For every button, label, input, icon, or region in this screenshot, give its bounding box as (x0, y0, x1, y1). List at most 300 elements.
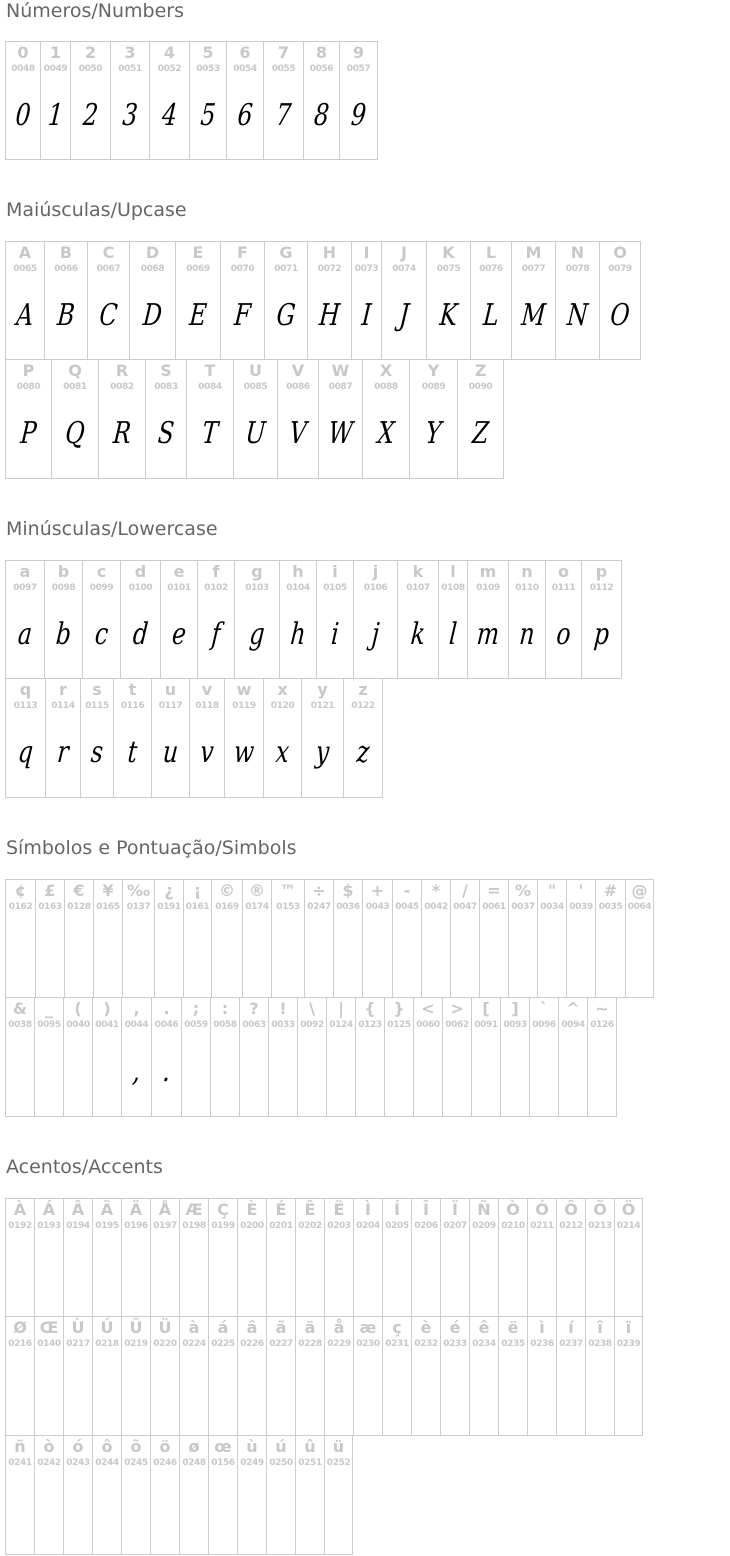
glyph-sample: 5 (199, 98, 217, 133)
char-label: Ú (100, 1318, 114, 1337)
glyph-cell (5, 241, 44, 360)
glyph-cell (413, 998, 442, 1117)
char-code: 0112 (589, 583, 614, 593)
char-label: Q (68, 361, 82, 380)
glyph-cell (179, 1436, 208, 1555)
char-label: K (442, 243, 455, 262)
glyph-sample: B (56, 298, 77, 333)
glyph-sample: j (370, 617, 381, 652)
glyph-sample (384, 1249, 410, 1297)
numbers-grid (5, 41, 378, 160)
glyph-cell (237, 1317, 266, 1436)
glyph-cell (175, 241, 220, 360)
glyph-cell (92, 1198, 121, 1317)
glyph-cell (301, 679, 343, 798)
glyph-sample: 6 (236, 98, 254, 133)
char-label: Ë (333, 1200, 345, 1219)
char-code: 0227 (269, 1339, 293, 1349)
glyph-cell (92, 1317, 121, 1436)
char-code: 0199 (211, 1221, 235, 1231)
char-code: 0128 (67, 902, 91, 912)
glyph-cell (45, 679, 80, 798)
glyph-cell (271, 879, 304, 998)
char-code: 0050 (78, 64, 103, 74)
glyph-sample (364, 930, 391, 978)
glyph-cell (179, 1317, 208, 1436)
glyph-cell (409, 360, 457, 479)
char-code: 0057 (346, 64, 371, 74)
char-label: % (514, 881, 532, 900)
char-label: O (613, 243, 627, 262)
glyph-cell (545, 560, 581, 679)
char-label: Ê (304, 1200, 316, 1219)
glyph-sample: S (156, 416, 176, 451)
char-label: X (379, 361, 393, 380)
glyph-sample (357, 1048, 383, 1096)
glyph-cell (34, 998, 63, 1117)
char-label: ' (578, 881, 584, 900)
char-code: 0214 (616, 1221, 641, 1231)
glyph-cell (186, 360, 233, 479)
char-label: 2 (84, 43, 97, 62)
section-title-accents: Acentos/Accents (6, 1156, 163, 1178)
glyph-sample: L (481, 298, 501, 333)
glyph-cell (440, 1317, 469, 1436)
glyph-sample (529, 1367, 555, 1415)
glyph-cell (5, 1317, 34, 1436)
glyph-cell (183, 879, 211, 998)
char-label: é (449, 1318, 461, 1337)
glyph-cell (438, 560, 467, 679)
char-code: 0225 (211, 1339, 235, 1349)
glyph-sample: h (289, 617, 308, 652)
glyph-sample: , (131, 1054, 142, 1089)
glyph-sample (500, 1367, 526, 1415)
char-code: 0163 (38, 902, 62, 912)
glyph-sample (423, 930, 449, 978)
glyph-row (5, 560, 622, 679)
glyph-sample: y (314, 735, 331, 770)
char-label: r (59, 680, 67, 699)
glyph-sample: i (329, 617, 341, 652)
glyph-cell (63, 1436, 92, 1555)
char-label: 9 (352, 43, 365, 62)
char-code: 0229 (327, 1339, 351, 1349)
glyph-sample (210, 1249, 236, 1297)
char-code: 0079 (608, 264, 632, 274)
glyph-cell (498, 1317, 527, 1436)
char-code: 0039 (569, 902, 593, 912)
char-code: 0196 (124, 1221, 148, 1231)
glyph-cell (113, 679, 151, 798)
glyph-sample: e (170, 617, 188, 652)
glyph-sample (558, 1367, 584, 1415)
char-code: 0066 (54, 264, 78, 274)
glyph-cell (122, 879, 154, 998)
glyph-cell (353, 1317, 382, 1436)
glyph-cell (63, 1317, 92, 1436)
char-label: d (134, 562, 147, 581)
glyph-cell (150, 1198, 179, 1317)
glyph-sample (65, 1486, 91, 1534)
glyph-cell (566, 879, 595, 998)
char-code: 0045 (395, 902, 419, 912)
char-label: î (597, 1318, 603, 1337)
char-code: 0197 (153, 1221, 177, 1231)
char-code: 0211 (530, 1221, 554, 1231)
char-code: 0078 (565, 264, 590, 274)
glyph-sample: Y (424, 416, 443, 451)
section-title-upcase: Maiúsculas/Upcase (6, 199, 187, 221)
glyph-cell (82, 560, 120, 679)
char-label: _ (45, 999, 53, 1018)
char-label: g (251, 562, 263, 581)
section-title-symbols: Símbolos e Pontuação/Simbols (6, 837, 297, 859)
char-label: © (219, 881, 235, 900)
char-label: @ (631, 881, 648, 900)
glyph-cell (381, 241, 426, 360)
char-label: £ (44, 881, 56, 900)
glyph-row (5, 241, 641, 360)
glyph-row (5, 1436, 643, 1555)
glyph-cell (397, 560, 438, 679)
char-label: z (358, 680, 368, 699)
glyph-cell (316, 560, 353, 679)
char-code: 0216 (8, 1339, 32, 1349)
char-label: € (73, 881, 85, 900)
glyph-sample: O (609, 298, 632, 333)
glyph-sample: a (16, 617, 34, 652)
glyph-sample (529, 1249, 555, 1297)
glyph-sample: V (288, 416, 308, 451)
char-code: 0174 (245, 902, 269, 912)
glyph-cell (333, 879, 362, 998)
glyph-cell (266, 1198, 295, 1317)
char-label: s (92, 680, 102, 699)
char-label: / (462, 881, 468, 900)
glyph-cell (382, 1317, 411, 1436)
glyph-sample (471, 1367, 497, 1415)
char-label: x (277, 680, 288, 699)
char-code: 0082 (110, 382, 134, 392)
char-code: 0228 (298, 1339, 322, 1349)
glyph-cell (467, 560, 508, 679)
glyph-sample (415, 1048, 441, 1096)
glyph-cell (469, 1198, 498, 1317)
char-code: 0086 (286, 382, 310, 392)
glyph-cell (508, 560, 545, 679)
char-label: ¢ (14, 881, 27, 900)
char-code: 0113 (13, 701, 38, 711)
glyph-sample (473, 1048, 499, 1096)
char-label: C (102, 243, 115, 262)
char-code: 0089 (421, 382, 446, 392)
glyph-sample (589, 1048, 615, 1096)
char-code: 0084 (198, 382, 222, 392)
glyph-cell (382, 1198, 411, 1317)
char-code: 0093 (503, 1020, 527, 1030)
char-code: 0043 (365, 902, 390, 912)
char-label: Ó (535, 1200, 549, 1219)
char-label: Õ (593, 1200, 607, 1219)
glyph-cell (189, 41, 226, 160)
char-label: 8 (315, 43, 328, 62)
char-code: 0067 (96, 264, 121, 274)
glyph-cell (237, 1436, 266, 1555)
glyph-cell (277, 360, 318, 479)
glyph-sample: 0 (14, 98, 32, 133)
glyph-cell (226, 41, 263, 160)
char-label: Ù (71, 1318, 85, 1337)
glyph-sample: T (200, 416, 220, 451)
char-code: 0119 (232, 701, 256, 711)
glyph-sample: 2 (81, 98, 100, 133)
glyph-cell (587, 998, 617, 1117)
char-code: 0055 (271, 64, 296, 74)
glyph-sample (268, 1367, 294, 1415)
char-label: Ø (13, 1318, 27, 1337)
glyph-cell (210, 998, 239, 1117)
glyph-cell (208, 1198, 237, 1317)
char-label: Ò (506, 1200, 520, 1219)
char-label: Ö (621, 1200, 636, 1219)
glyph-sample: f (210, 617, 222, 652)
char-label: D (145, 243, 160, 262)
glyph-sample (123, 1249, 149, 1297)
glyph-sample (306, 930, 332, 978)
char-label: ) (103, 999, 111, 1018)
char-label: ç (392, 1318, 402, 1337)
char-code: 0062 (445, 1020, 469, 1030)
glyph-sample (587, 1249, 613, 1297)
char-label: Â (71, 1200, 85, 1219)
glyph-cell (80, 679, 113, 798)
char-code: 0236 (530, 1339, 554, 1349)
char-label: A (18, 243, 32, 262)
glyph-sample: M (520, 298, 547, 333)
section-title-numbers: Números/Numbers (6, 0, 184, 22)
char-label: [ (482, 999, 490, 1018)
glyph-sample (531, 1048, 557, 1096)
char-label: ( (74, 999, 82, 1018)
char-code: 0105 (323, 583, 347, 593)
char-code: 0047 (453, 902, 477, 912)
char-label: L (485, 243, 497, 262)
char-code: 0080 (16, 382, 41, 392)
glyph-cell (508, 879, 537, 998)
glyph-sample (444, 1048, 470, 1096)
glyph-cell (242, 879, 271, 998)
char-code: 0058 (213, 1020, 237, 1030)
glyph-sample (616, 1367, 641, 1415)
char-label: l (450, 562, 456, 581)
glyph-sample (239, 1249, 265, 1297)
char-code: 0238 (588, 1339, 612, 1349)
glyph-cell (295, 1436, 324, 1555)
glyph-cell (614, 1317, 643, 1436)
glyph-sample: G (275, 298, 297, 333)
char-label: Ñ (477, 1200, 491, 1219)
glyph-sample (268, 1249, 294, 1297)
char-code: 0123 (358, 1020, 382, 1030)
glyph-sample (560, 1048, 586, 1096)
char-label: Å (158, 1200, 172, 1219)
glyph-cell (450, 879, 479, 998)
char-label: w (236, 680, 252, 699)
glyph-cell (440, 1198, 469, 1317)
glyph-cell (98, 360, 145, 479)
glyph-cell (527, 1317, 556, 1436)
glyph-sample: o (555, 617, 573, 652)
glyph-sample (37, 930, 63, 978)
char-code: 0137 (126, 902, 151, 912)
char-code: 0247 (307, 902, 331, 912)
glyph-cell (556, 1198, 585, 1317)
glyph-cell (121, 1436, 150, 1555)
glyph-sample (471, 1249, 497, 1297)
char-label: \ (309, 999, 315, 1018)
char-code: 0161 (185, 902, 210, 912)
char-label: a (19, 562, 31, 581)
char-code: 0044 (124, 1020, 149, 1030)
char-code: 0104 (286, 583, 310, 593)
glyph-sample: k (409, 617, 427, 652)
glyph-sample (94, 1048, 120, 1096)
char-label: = (487, 881, 501, 900)
char-code: 0075 (436, 264, 461, 274)
char-code: 0218 (95, 1339, 119, 1349)
char-label: ú (275, 1437, 287, 1456)
glyph-cell (470, 241, 511, 360)
glyph-cell (110, 41, 149, 160)
char-code: 0037 (511, 902, 535, 912)
glyph-cell (266, 1317, 295, 1436)
glyph-cell (237, 1198, 266, 1317)
glyph-sample (297, 1486, 323, 1534)
glyph-cell (411, 1198, 440, 1317)
char-label: M (525, 243, 542, 262)
char-code: 0064 (627, 902, 652, 912)
char-label: + (370, 881, 385, 900)
glyph-sample (239, 1486, 265, 1534)
glyph-cell (179, 1198, 208, 1317)
char-label: ® (249, 881, 265, 900)
glyph-sample: u (161, 735, 180, 770)
glyph-row (5, 1317, 643, 1436)
glyph-sample: v (198, 735, 216, 770)
glyph-sample (7, 1486, 33, 1534)
glyph-sample (181, 1486, 207, 1534)
glyph-sample: z (355, 735, 371, 770)
char-code: 0099 (89, 583, 114, 593)
glyph-sample: W (327, 416, 355, 451)
glyph-cell (339, 41, 378, 160)
glyph-cell (527, 1198, 556, 1317)
glyph-cell (224, 679, 263, 798)
glyph-cell (353, 560, 397, 679)
glyph-sample (297, 1249, 323, 1297)
glyph-sample (299, 1048, 325, 1096)
glyph-sample (36, 1486, 62, 1534)
glyph-cell (197, 560, 234, 679)
glyph-cell (362, 360, 409, 479)
char-code: 0244 (95, 1458, 119, 1468)
char-code: 0231 (385, 1339, 409, 1349)
glyph-sample (627, 930, 652, 978)
char-code: 0233 (443, 1339, 467, 1349)
glyph-cell (34, 1436, 63, 1555)
glyph-sample (94, 1367, 120, 1415)
glyph-sample (386, 1048, 412, 1096)
char-code: 0124 (329, 1020, 353, 1030)
glyph-sample (241, 1048, 267, 1096)
char-label: k (412, 562, 424, 581)
char-code: 0212 (559, 1221, 583, 1231)
char-code: 0094 (561, 1020, 585, 1030)
char-code: 0140 (37, 1339, 61, 1349)
glyph-sample (384, 1367, 410, 1415)
glyph-sample: x (274, 735, 291, 770)
char-label: ! (279, 999, 287, 1018)
char-label: H (322, 243, 337, 262)
glyph-sample (452, 930, 478, 978)
glyph-sample: 1 (46, 98, 65, 133)
glyph-sample (181, 1367, 207, 1415)
glyph-sample: . (161, 1054, 172, 1089)
glyph-cell (625, 879, 654, 998)
glyph-sample (394, 930, 420, 978)
symbols-grid (5, 879, 654, 1117)
char-label: å (333, 1318, 345, 1337)
glyph-cell (233, 360, 277, 479)
char-code: 0122 (351, 701, 375, 711)
char-code: 0200 (240, 1221, 264, 1231)
char-label: 7 (277, 43, 290, 62)
char-label: à (188, 1318, 200, 1337)
glyph-sample (270, 1048, 296, 1096)
glyph-sample: 7 (274, 98, 293, 133)
char-code: 0042 (424, 902, 448, 912)
char-label: á (217, 1318, 229, 1337)
char-code: 0076 (479, 264, 503, 274)
char-code: 0074 (392, 264, 416, 274)
char-label: . (163, 999, 170, 1018)
char-code: 0048 (11, 64, 35, 74)
glyph-cell (5, 879, 35, 998)
glyph-cell (585, 1317, 614, 1436)
glyph-sample: t (126, 735, 139, 770)
char-code: 0068 (140, 264, 165, 274)
char-code: 0091 (474, 1020, 498, 1030)
glyph-cell (442, 998, 471, 1117)
glyph-cell (355, 998, 384, 1117)
glyph-sample: 4 (160, 98, 179, 133)
char-label: u (164, 680, 177, 699)
char-label: I (363, 243, 370, 262)
glyph-cell (353, 1198, 382, 1317)
char-label: ¥ (102, 881, 114, 900)
glyph-row (5, 998, 654, 1117)
glyph-sample: p (592, 617, 611, 652)
glyph-cell (581, 560, 622, 679)
glyph-cell (44, 241, 87, 360)
glyph-sample (183, 1048, 209, 1096)
glyph-cell (303, 41, 339, 160)
glyph-sample (95, 930, 121, 978)
char-code: 0041 (95, 1020, 119, 1030)
glyph-row (5, 41, 378, 160)
section-title-lowercase: Minúsculas/Lowercase (6, 518, 218, 540)
